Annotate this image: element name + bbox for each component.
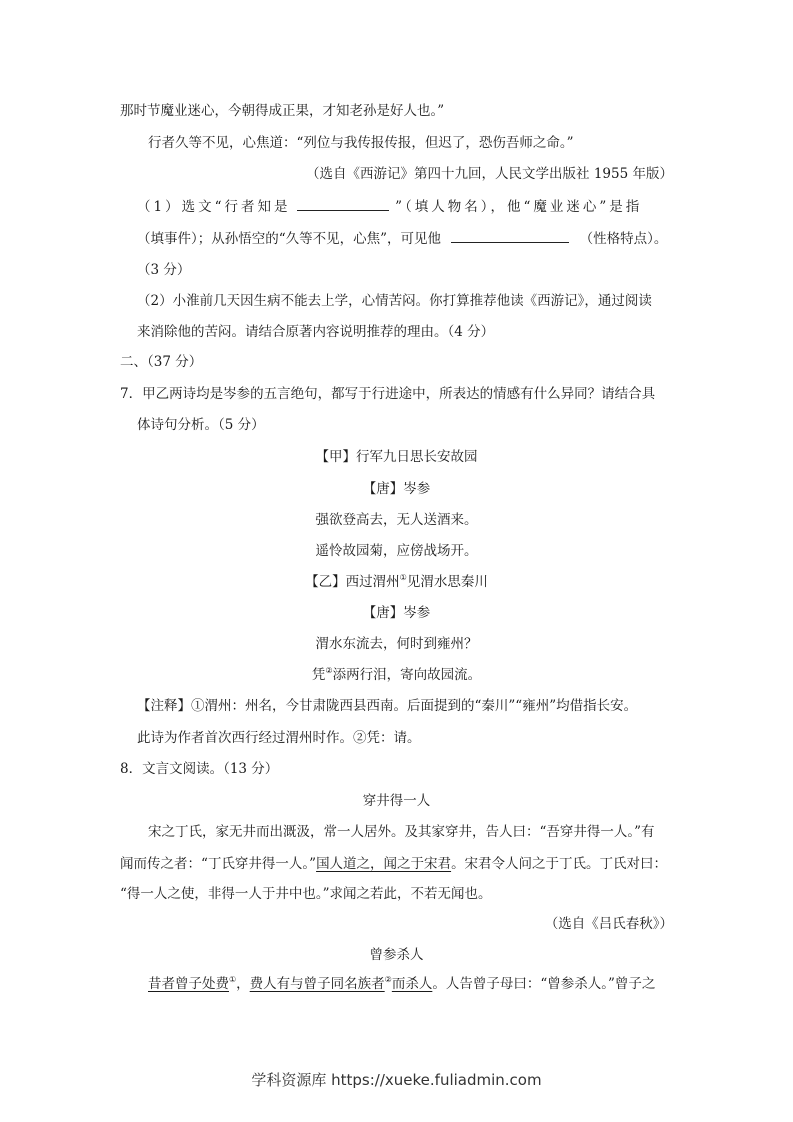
passage-title: 曾参杀人 — [369, 947, 424, 963]
passage-line: 那时节魔业迷心，今朝得成正果，才知老孙是好人也。” — [120, 103, 445, 119]
underlined-phrase: 昔者曾子 — [148, 976, 202, 992]
poem-line — [0, 665, 793, 685]
question-1-line — [137, 196, 642, 217]
source-citation: （选自《吕氏春秋》） — [544, 916, 673, 932]
underlined-phrase: 而杀人 — [391, 976, 433, 992]
question-2-line: （2）小淮前几天因生病不能去上学，心情苦闷。你打算推荐他读《西游记》，通过阅读 — [137, 293, 652, 309]
footnote-marker: ① — [229, 975, 237, 984]
passage-line — [148, 974, 655, 994]
answer-blank[interactable] — [451, 228, 569, 243]
poem-title — [0, 572, 793, 592]
question-1-line — [137, 228, 667, 249]
question-text: （性格特点）。 — [579, 231, 668, 247]
poem-title-part: 【乙】西过渭州 — [305, 574, 400, 590]
passage-line: “得一人之使，非得一人于井中也。”求闻之若此，不若无闻也。 — [120, 886, 492, 902]
poem-title: 【甲】行军九日思长安故园 — [315, 449, 478, 465]
question-7-line: 7．甲乙两诗均是岑参的五言绝句，都写于行进途中，所表达的情感有什么异同？请结合具 — [120, 386, 656, 402]
passage-line: 行者久等不见，心焦道：“列位与我传报传报，但迟了，恐伤吾师之命。” — [148, 135, 574, 151]
question-text: （填事件）；从孙悟空的“久等不见，心焦”，可见他 — [137, 231, 442, 247]
poem-line-part: 凭 — [311, 667, 326, 683]
underlined-phrase: 处费 — [202, 976, 229, 992]
answer-blank[interactable] — [297, 196, 389, 211]
poem-line: 渭水东流去，何时到雍州？ — [315, 636, 478, 652]
passage-text: 。宋君令人问之于丁氏。丁氏对曰： — [451, 856, 668, 872]
passage-text: ， — [236, 976, 250, 992]
footnote-marker: ② — [325, 666, 333, 675]
question-2-line: 来消除他的苦闷。请结合原著内容说明推荐的理由。（4 分） — [137, 324, 495, 340]
section-heading: 二、（37 分） — [120, 354, 203, 370]
question-8-line: 8．文言文阅读。（13 分） — [120, 761, 279, 777]
poem-title-part: 见渭水思秦川 — [406, 574, 488, 590]
passage-title: 穿井得一人 — [362, 793, 431, 809]
poem-line: 遥怜故园菊，应傍战场开。 — [315, 543, 478, 559]
poem-author: 【唐】岑参 — [362, 605, 431, 621]
passage-line: 宋之丁氏，家无井而出溉汲，常一人居外。及其家穿井，告人曰：“吾穿井得一人。”有 — [148, 824, 655, 840]
question-7-line: 体诗句分析。（5 分） — [137, 417, 265, 433]
source-citation: （选自《西游记》第四十九回，人民文学出版社 1955 年版） — [306, 166, 673, 182]
question-text: （1）选文“行者知是 — [137, 199, 291, 215]
underlined-phrase: 费人有与曾子同名族者 — [249, 976, 385, 992]
question-text: ”（填人物名），他“魔业迷心”是指 — [395, 199, 643, 215]
underlined-sentence: 国人道之，闻之于宋君 — [316, 856, 452, 872]
annotation-line: 【注释】①渭州：州名，今甘肃陇西县西南。后面提到的“秦川”“雍州”均借指长安。 — [137, 698, 638, 714]
poem-line: 强欲登高去，无人送酒来。 — [315, 512, 478, 528]
annotation-line: 此诗为作者首次西行经过渭州时作。②凭：请。 — [137, 730, 421, 746]
footer-watermark: 学科资源库 https://xueke.fuliadmin.com — [251, 1071, 542, 1089]
passage-line — [120, 854, 667, 874]
passage-text: 。人告曾子母曰：“曾参杀人。”曾子之 — [432, 976, 656, 992]
footnote-marker: ① — [399, 573, 407, 582]
question-score: （3 分） — [137, 262, 191, 278]
poem-author: 【唐】岑参 — [362, 481, 431, 497]
footnote-marker: ② — [384, 975, 392, 984]
passage-text: 闻而传之者：“丁氏穿井得一人。” — [120, 856, 317, 872]
poem-line-part: 添两行泪，寄向故园流。 — [332, 667, 482, 683]
